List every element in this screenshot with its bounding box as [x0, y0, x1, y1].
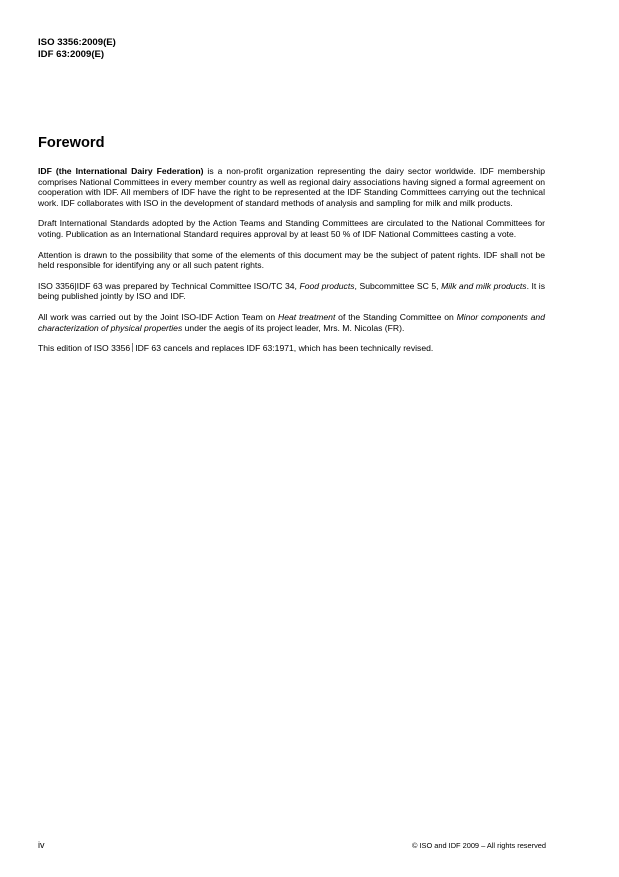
paragraph-idf: IDF (the International Dairy Federation) is a non-profit organization representing the dairy sector worldwide. IDF membership comprises National Committees in every member country as well as regional dairy associations having signed a formal agreement on cooperation with IDF. All members of IDF have the right to be represented at the IDF Standing Committees carrying out the technical work. IDF collaborates with ISO in the development of standard methods of analysis and sampling for milk and milk products. — [38, 166, 545, 208]
document-header — [38, 37, 116, 61]
copyright-notice: © ISO and IDF 2009 – All rights reserved — [411, 841, 546, 850]
standard-number-iso: ISO 3356:2009(E) — [38, 37, 116, 48]
paragraph-action-team: All work was carried out by the Joint ISO-IDF Action Team on Heat treatment of the Standing Committee on Minor components and characterization of physical properties under the aegis of its project leader, Mrs. M. Nicolas (FR). — [38, 311, 545, 333]
page-number: iv — [38, 840, 45, 850]
standard-number-idf: IDF 63:2009(E) — [38, 49, 105, 60]
idf-name: IDF (the International Dairy Federation) — [38, 166, 204, 176]
paragraph-voting: Draft International Standards adopted by the Action Teams and Standing Committees are circulated to the National Committees for voting. Publication as an International Standard requires approval by at least 50 % of IDF National Committees casting a vote. — [38, 218, 545, 239]
foreword-body — [38, 166, 545, 364]
paragraph-patent: Attention is drawn to the possibility that some of the elements of this document may be the subject of patent rights. IDF shall not be held responsible for identifying any or all such patent rights. — [38, 249, 545, 271]
paragraph-edition: This edition of ISO 3356 IDF 63 cancels and replaces IDF 63:1971, which has been technically revised. — [38, 343, 434, 354]
page-title: Foreword — [38, 135, 105, 151]
separator-bar — [132, 343, 133, 352]
paragraph-committee: ISO 3356|IDF 63 was prepared by Technical Committee ISO/TC 34, Food products, Subcommittee SC 5, Milk and milk products. It is being published jointly by ISO and IDF. — [38, 280, 545, 302]
